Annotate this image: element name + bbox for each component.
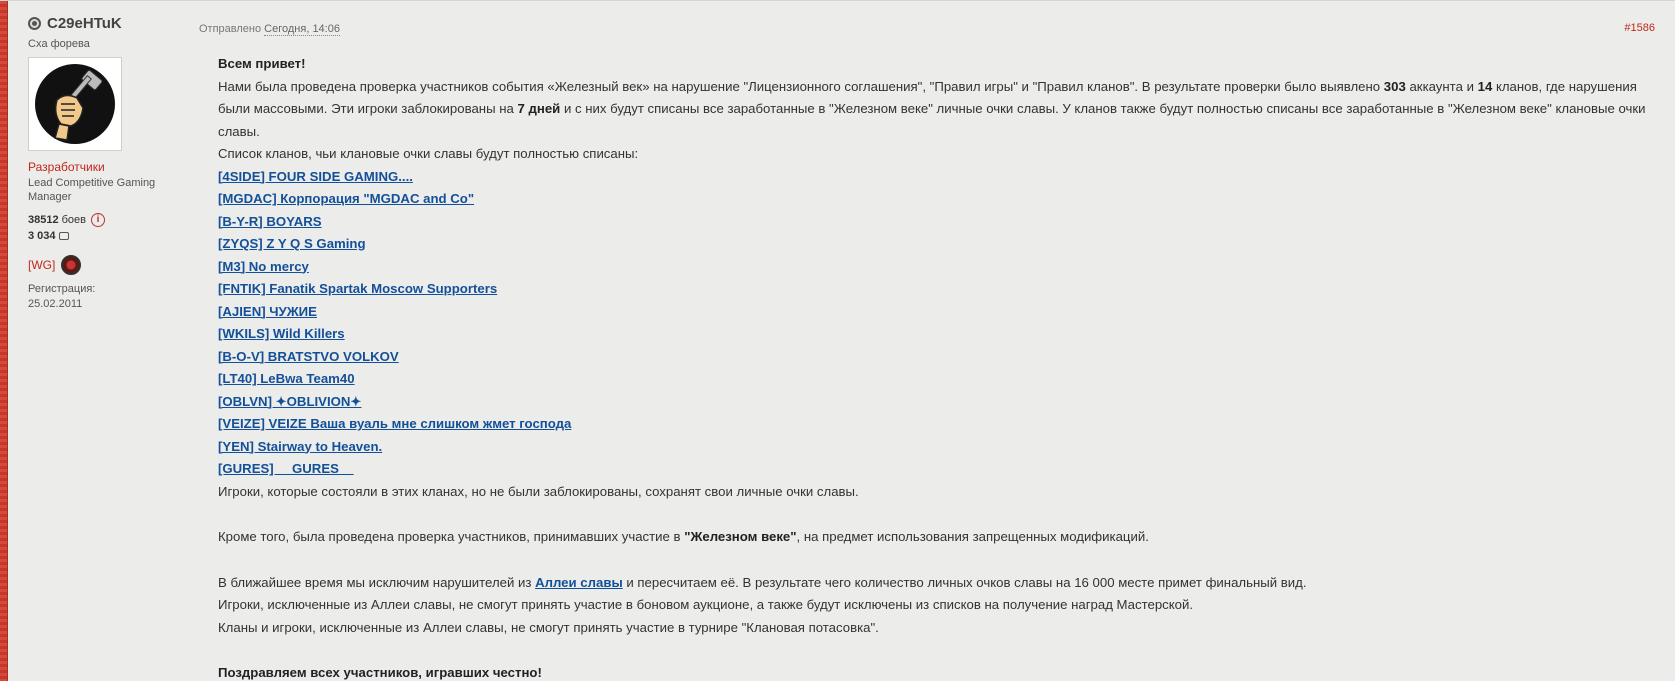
- registration-label: Регистрация:: [28, 283, 96, 295]
- paragraph-5: Кланы и игроки, исключенные из Аллеи славы, не смогут принять участие в турнире "Клановая потасовка".: [218, 619, 879, 635]
- clan-link[interactable]: [OBLVN] ✦OBLIVION✦: [218, 393, 362, 409]
- clan-link[interactable]: [WKILS] Wild Killers: [218, 326, 345, 341]
- p2-text-a: Кроме того, была проведена проверка участников, принимавших участие в: [218, 529, 685, 544]
- post-meta: [199, 23, 340, 35]
- p1-text-a: Нами была проведена проверка участников события «Железный век» на нарушение "Лицензионного соглашения", "Правил игры" и "Правил кланов". В результате проверки было выявлено: [218, 78, 1384, 94]
- avatar[interactable]: [28, 57, 122, 151]
- clan-link[interactable]: [ZYQS] Z Y Q S Gaming: [218, 236, 366, 251]
- hall-of-fame-link[interactable]: Аллеи славы: [535, 574, 623, 590]
- ban-duration: 7 дней: [517, 101, 561, 116]
- clan-link[interactable]: [MGDAC] Корпорация "MGDAC and Co": [218, 191, 475, 206]
- paragraph-3: [218, 572, 1648, 595]
- battles-stat: [28, 213, 178, 227]
- clan-tag[interactable]: [WG]: [28, 258, 56, 272]
- event-name: "Железном веке": [684, 529, 797, 544]
- clan-emblem-icon[interactable]: [61, 255, 81, 275]
- battles-label: боев: [61, 214, 86, 226]
- clan-info[interactable]: [28, 255, 178, 275]
- clan-link[interactable]: [AJIEN] ЧУЖИЕ: [218, 303, 317, 319]
- clan-list: [218, 166, 1648, 481]
- user-group: Разработчики: [28, 160, 105, 174]
- posts-count: 3 034: [28, 230, 56, 242]
- p3-text-b: и пересчитаем её. В результате чего количество личных очков славы на 16 000 месте примет финальный вид.: [622, 574, 1307, 590]
- paragraph-2: [218, 526, 1648, 549]
- clan-link[interactable]: [M3] No mercy: [218, 258, 309, 274]
- closing-text: Поздравляем всех участников, игравших честно!: [218, 665, 542, 680]
- greeting: Всем привет!: [218, 56, 306, 71]
- p1-text-b: аккаунта и: [1405, 78, 1478, 94]
- info-icon[interactable]: i: [91, 213, 105, 227]
- registration-date: 25.02.2011: [28, 298, 83, 310]
- posts-stat: [28, 230, 178, 242]
- online-status-icon: [28, 17, 41, 30]
- clans-count: 14: [1477, 78, 1493, 94]
- p3-text-a: В ближайшее время мы исключим нарушителей из: [218, 574, 536, 590]
- post-highlight-stripe: [0, 1, 8, 681]
- user-role: Lead Competitive Gaming Manager: [28, 177, 156, 203]
- list-intro: Список кланов, чьи клановые очки славы будут полностью списаны:: [218, 146, 639, 161]
- p1-text-c: кланов, где нарушения были массовыми. Эти игроки заблокированы на: [218, 78, 1637, 116]
- clan-link[interactable]: [B-O-V] BRATSTVO VOLKOV: [218, 348, 399, 364]
- comment-icon: [59, 232, 69, 240]
- paragraph-1: [218, 76, 1648, 144]
- post-body: [218, 53, 1648, 681]
- author-title: Cxa форева: [28, 38, 90, 50]
- clan-link[interactable]: [GURES] __GURES__: [218, 461, 354, 476]
- after-list-text: Игроки, которые состояли в этих кланах, но не были заблокированы, сохранят свои личные очки славы.: [218, 483, 859, 499]
- post-date[interactable]: Сегодня, 14:06: [264, 23, 340, 35]
- author-name[interactable]: [28, 15, 178, 32]
- author-name-link[interactable]: C29eHTuK: [47, 15, 122, 32]
- clan-link[interactable]: [FNTIK] Fanatik Spartak Moscow Supporters: [218, 281, 498, 296]
- clan-link[interactable]: [4SIDE] FOUR SIDE GAMING....: [218, 168, 413, 184]
- clan-link[interactable]: [VEIZE] VEIZE Ваша вуаль мне слишком жмет господа: [218, 416, 572, 431]
- battles-count: 38512: [28, 214, 59, 226]
- clan-link[interactable]: [B-Y-R] BOYARS: [218, 213, 322, 229]
- author-panel: [28, 15, 178, 312]
- clan-link[interactable]: [YEN] Stairway to Heaven.: [218, 438, 383, 454]
- registration-info: [28, 282, 178, 312]
- p2-text-b: , на предмет использования запрещенных модификаций.: [796, 529, 1149, 544]
- paragraph-4: Игроки, исключенные из Аллеи славы, не смогут принять участие в боновом аукционе, а также будут исключены из списков на получение наград Мастерской.: [218, 597, 1194, 612]
- accounts-count: 303: [1383, 78, 1406, 94]
- sent-label: Отправлено: [199, 23, 262, 35]
- p1-text-d: и с них будут списаны все заработанные в "Железном веке" личные очки славы. У кланов также будут полностью списаны все заработанные в "Железном веке" клановые очки славы.: [218, 101, 1646, 139]
- clan-link[interactable]: [LT40] LeBwa Team40: [218, 371, 355, 386]
- hammer-fist-icon: [31, 60, 119, 148]
- post-number[interactable]: #1586: [1624, 22, 1655, 34]
